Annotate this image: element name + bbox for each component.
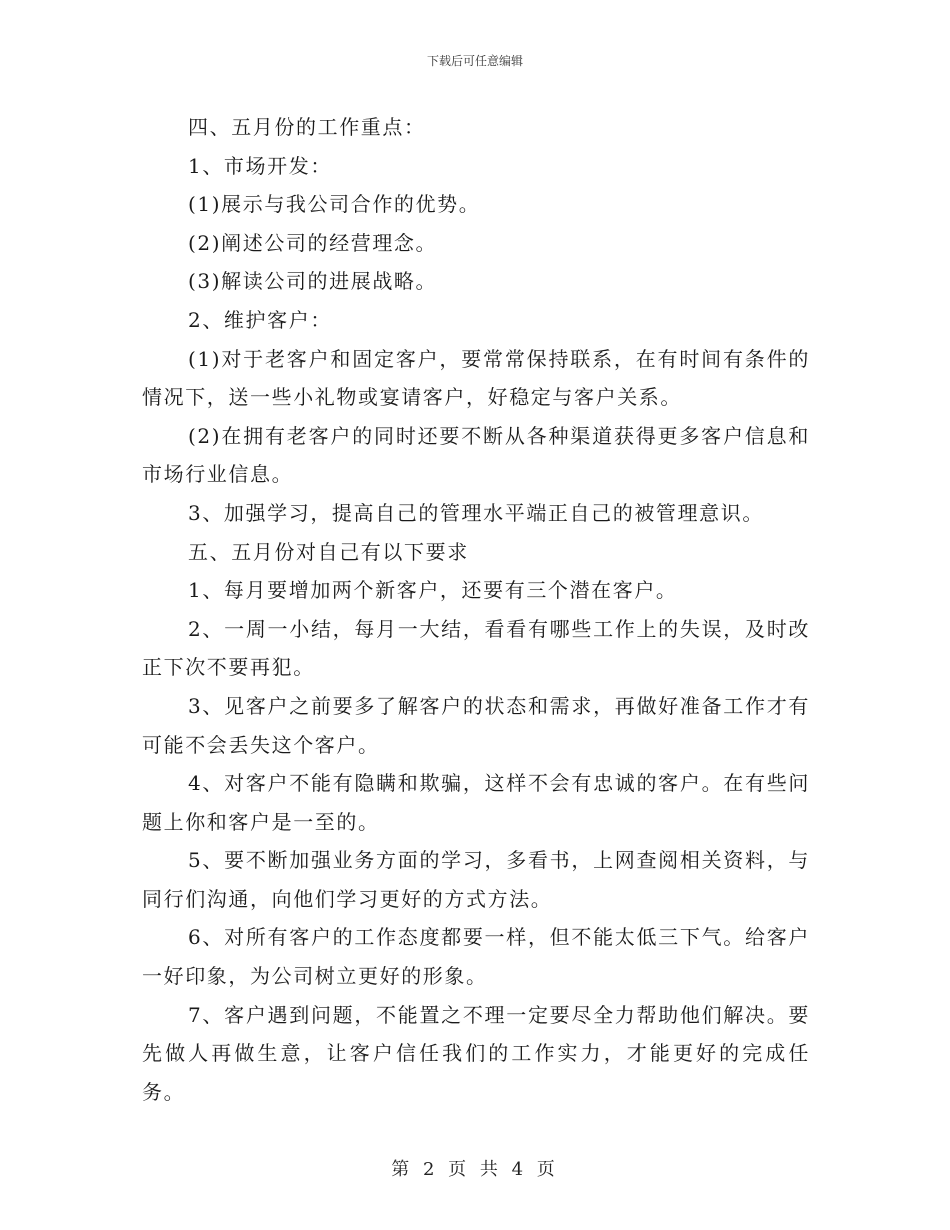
- document-body: [142, 108, 810, 1111]
- list-item-maintain-customers: 2、维护客户：: [188, 307, 332, 332]
- list-item: 4、对客户不能有隐瞒和欺骗，这样不会有忠诚的客户。在有些问题上你和客户是一至的。: [142, 771, 810, 834]
- list-item-strengthen-learning: 3、加强学习，提高自己的管理水平端正自己的被管理意识。: [188, 500, 764, 525]
- list-item: 2、一周一小结，每月一大结，看看有哪些工作上的失误，及时改正下次不要再犯。: [142, 616, 810, 680]
- page-header: 下载后可任意编辑: [426, 54, 523, 68]
- list-item-market-development: 1、市场开发：: [188, 153, 332, 178]
- list-item: 5、要不断加强业务方面的学习，多看书，上网查阅相关资料，与同行们沟通，向他们学习更好的方式方法。: [142, 848, 810, 911]
- list-item: 1、每月要增加两个新客户，还要有三个潜在客户。: [188, 578, 678, 603]
- page-number: 第 2 页 共 4 页: [391, 1159, 559, 1180]
- list-subitem: (2)阐述公司的经营理念。: [188, 230, 438, 255]
- section-heading-4: 四、五月份的工作重点：: [188, 115, 426, 139]
- list-item: 3、见客户之前要多了解客户的状态和需求，再做好准备工作才有可能不会丢失这个客户。: [142, 693, 810, 757]
- list-subitem: (3)解读公司的进展战略。: [188, 269, 438, 294]
- list-subitem: (1)展示与我公司合作的优势。: [188, 192, 481, 217]
- section-heading-5: 五、五月份对自己有以下要求: [188, 539, 469, 564]
- list-item: 6、对所有客户的工作态度都要一样，但不能太低三下气。给客户一好印象，为公司树立更好的形象。: [142, 925, 810, 989]
- list-item: 7、客户遇到问题，不能置之不理一定要尽全力帮助他们解决。要先做人再做生意，让客户信任我们的工作实力，才能更好的完成任务。: [142, 1002, 810, 1104]
- list-subitem: (1)对于老客户和固定客户，要常常保持联系，在有时间有条件的情况下，送一些小礼物或宴请客户，好稳定与客户关系。: [142, 346, 810, 410]
- list-subitem: (2)在拥有老客户的同时还要不断从各种渠道获得更多客户信息和市场行业信息。: [142, 423, 810, 487]
